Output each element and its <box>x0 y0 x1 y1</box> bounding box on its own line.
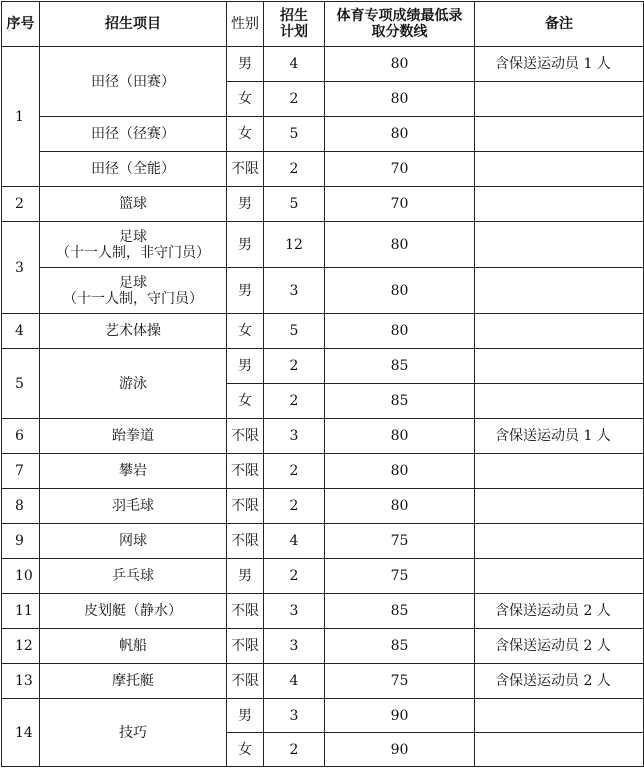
row-score: 80 <box>325 314 475 349</box>
row-note: 含保送运动员 1 人 <box>475 419 644 454</box>
row-note <box>475 733 644 767</box>
row-project: 乒乓球 <box>40 559 227 594</box>
row-score: 70 <box>325 152 475 187</box>
row-plan: 5 <box>264 314 325 349</box>
row-score: 75 <box>325 524 475 559</box>
table-row <box>2 419 644 454</box>
row-gender: 不限 <box>227 664 264 699</box>
row-gender: 男 <box>227 559 264 594</box>
table-row <box>2 454 644 489</box>
row-index: 13 <box>2 664 40 699</box>
table-row <box>2 117 644 152</box>
header-plan: 招生 计划 <box>264 2 325 47</box>
row-index: 11 <box>2 594 40 629</box>
row-project: 游泳 <box>40 349 227 419</box>
row-plan: 4 <box>264 664 325 699</box>
header-project: 招生项目 <box>40 2 227 47</box>
row-project: 羽毛球 <box>40 489 227 524</box>
row-plan: 12 <box>264 222 325 268</box>
row-note <box>475 524 644 559</box>
table-row <box>2 699 644 733</box>
row-plan: 2 <box>264 82 325 117</box>
row-index: 7 <box>2 454 40 489</box>
row-project: 跆拳道 <box>40 419 227 454</box>
row-plan: 4 <box>264 47 325 82</box>
row-plan: 2 <box>264 733 325 767</box>
row-index: 9 <box>2 524 40 559</box>
row-score: 80 <box>325 454 475 489</box>
row-note <box>475 268 644 314</box>
table-row <box>2 268 644 314</box>
row-index: 8 <box>2 489 40 524</box>
row-note <box>475 559 644 594</box>
row-score: 80 <box>325 222 475 268</box>
header-gender: 性别 <box>227 2 264 47</box>
row-project: 技巧 <box>40 699 227 767</box>
header-min-score: 体育专项成绩最低录 取分数线 <box>325 2 475 47</box>
row-index: 5 <box>2 349 40 419</box>
header-note: 备注 <box>475 2 644 47</box>
row-plan: 3 <box>264 268 325 314</box>
row-plan: 3 <box>264 699 325 733</box>
row-gender: 不限 <box>227 419 264 454</box>
row-score: 80 <box>325 47 475 82</box>
row-project: 网球 <box>40 524 227 559</box>
table-row <box>2 594 644 629</box>
row-index: 4 <box>2 314 40 349</box>
row-score: 80 <box>325 419 475 454</box>
row-project: 篮球 <box>40 187 227 222</box>
row-index: 1 <box>2 47 40 187</box>
row-score: 75 <box>325 559 475 594</box>
row-plan: 2 <box>264 454 325 489</box>
row-score: 80 <box>325 268 475 314</box>
row-project: 攀岩 <box>40 454 227 489</box>
row-gender: 男 <box>227 47 264 82</box>
row-gender: 男 <box>227 268 264 314</box>
row-score: 90 <box>325 733 475 767</box>
row-score: 75 <box>325 664 475 699</box>
row-plan: 5 <box>264 187 325 222</box>
table-row <box>2 559 644 594</box>
row-score: 70 <box>325 187 475 222</box>
admissions-table <box>1 1 644 767</box>
row-score: 85 <box>325 349 475 384</box>
row-project: 足球 （十一人制，守门员） <box>40 268 227 314</box>
table-row <box>2 664 644 699</box>
row-note: 含保送运动员 2 人 <box>475 629 644 664</box>
row-project: 田径（径赛） <box>40 117 227 152</box>
table-row <box>2 222 644 268</box>
row-plan: 3 <box>264 594 325 629</box>
row-plan: 3 <box>264 629 325 664</box>
row-index: 2 <box>2 187 40 222</box>
row-plan: 2 <box>264 384 325 419</box>
row-gender: 不限 <box>227 594 264 629</box>
row-gender: 女 <box>227 117 264 152</box>
row-score: 85 <box>325 629 475 664</box>
row-plan: 3 <box>264 419 325 454</box>
table-row <box>2 152 644 187</box>
table-row <box>2 314 644 349</box>
row-plan: 2 <box>264 152 325 187</box>
table-row <box>2 349 644 384</box>
row-gender: 女 <box>227 314 264 349</box>
row-plan: 2 <box>264 349 325 384</box>
row-gender: 不限 <box>227 152 264 187</box>
row-gender: 男 <box>227 222 264 268</box>
row-note: 含保送运动员 2 人 <box>475 664 644 699</box>
row-gender: 不限 <box>227 489 264 524</box>
row-gender: 不限 <box>227 629 264 664</box>
row-note <box>475 187 644 222</box>
row-gender: 男 <box>227 187 264 222</box>
row-project: 足球 （十一人制，非守门员） <box>40 222 227 268</box>
row-score: 85 <box>325 384 475 419</box>
row-note: 含保送运动员 1 人 <box>475 47 644 82</box>
row-note <box>475 222 644 268</box>
row-index: 12 <box>2 629 40 664</box>
row-score: 80 <box>325 117 475 152</box>
row-gender: 女 <box>227 733 264 767</box>
row-project: 皮划艇（静水） <box>40 594 227 629</box>
row-index: 3 <box>2 222 40 314</box>
row-project: 帆船 <box>40 629 227 664</box>
table-row <box>2 629 644 664</box>
row-note <box>475 489 644 524</box>
row-note <box>475 152 644 187</box>
row-gender: 男 <box>227 699 264 733</box>
row-project: 摩托艇 <box>40 664 227 699</box>
row-score: 90 <box>325 699 475 733</box>
row-note <box>475 117 644 152</box>
row-note: 含保送运动员 2 人 <box>475 594 644 629</box>
row-plan: 4 <box>264 524 325 559</box>
table-row <box>2 524 644 559</box>
row-project: 田径（田赛） <box>40 47 227 117</box>
table-row <box>2 489 644 524</box>
row-note <box>475 314 644 349</box>
row-plan: 5 <box>264 117 325 152</box>
row-project: 艺术体操 <box>40 314 227 349</box>
row-note <box>475 384 644 419</box>
row-index: 10 <box>2 559 40 594</box>
row-score: 85 <box>325 594 475 629</box>
row-score: 80 <box>325 489 475 524</box>
row-plan: 2 <box>264 489 325 524</box>
row-gender: 不限 <box>227 524 264 559</box>
table-row <box>2 47 644 82</box>
row-gender: 女 <box>227 384 264 419</box>
row-gender: 女 <box>227 82 264 117</box>
row-project: 田径（全能） <box>40 152 227 187</box>
row-index: 6 <box>2 419 40 454</box>
row-gender: 男 <box>227 349 264 384</box>
header-index: 序号 <box>2 2 40 47</box>
row-gender: 不限 <box>227 454 264 489</box>
row-note <box>475 349 644 384</box>
row-plan: 2 <box>264 559 325 594</box>
row-note <box>475 82 644 117</box>
row-index: 14 <box>2 699 40 767</box>
row-note <box>475 699 644 733</box>
row-score: 80 <box>325 82 475 117</box>
header-row <box>2 2 644 47</box>
row-note <box>475 454 644 489</box>
table-row <box>2 187 644 222</box>
